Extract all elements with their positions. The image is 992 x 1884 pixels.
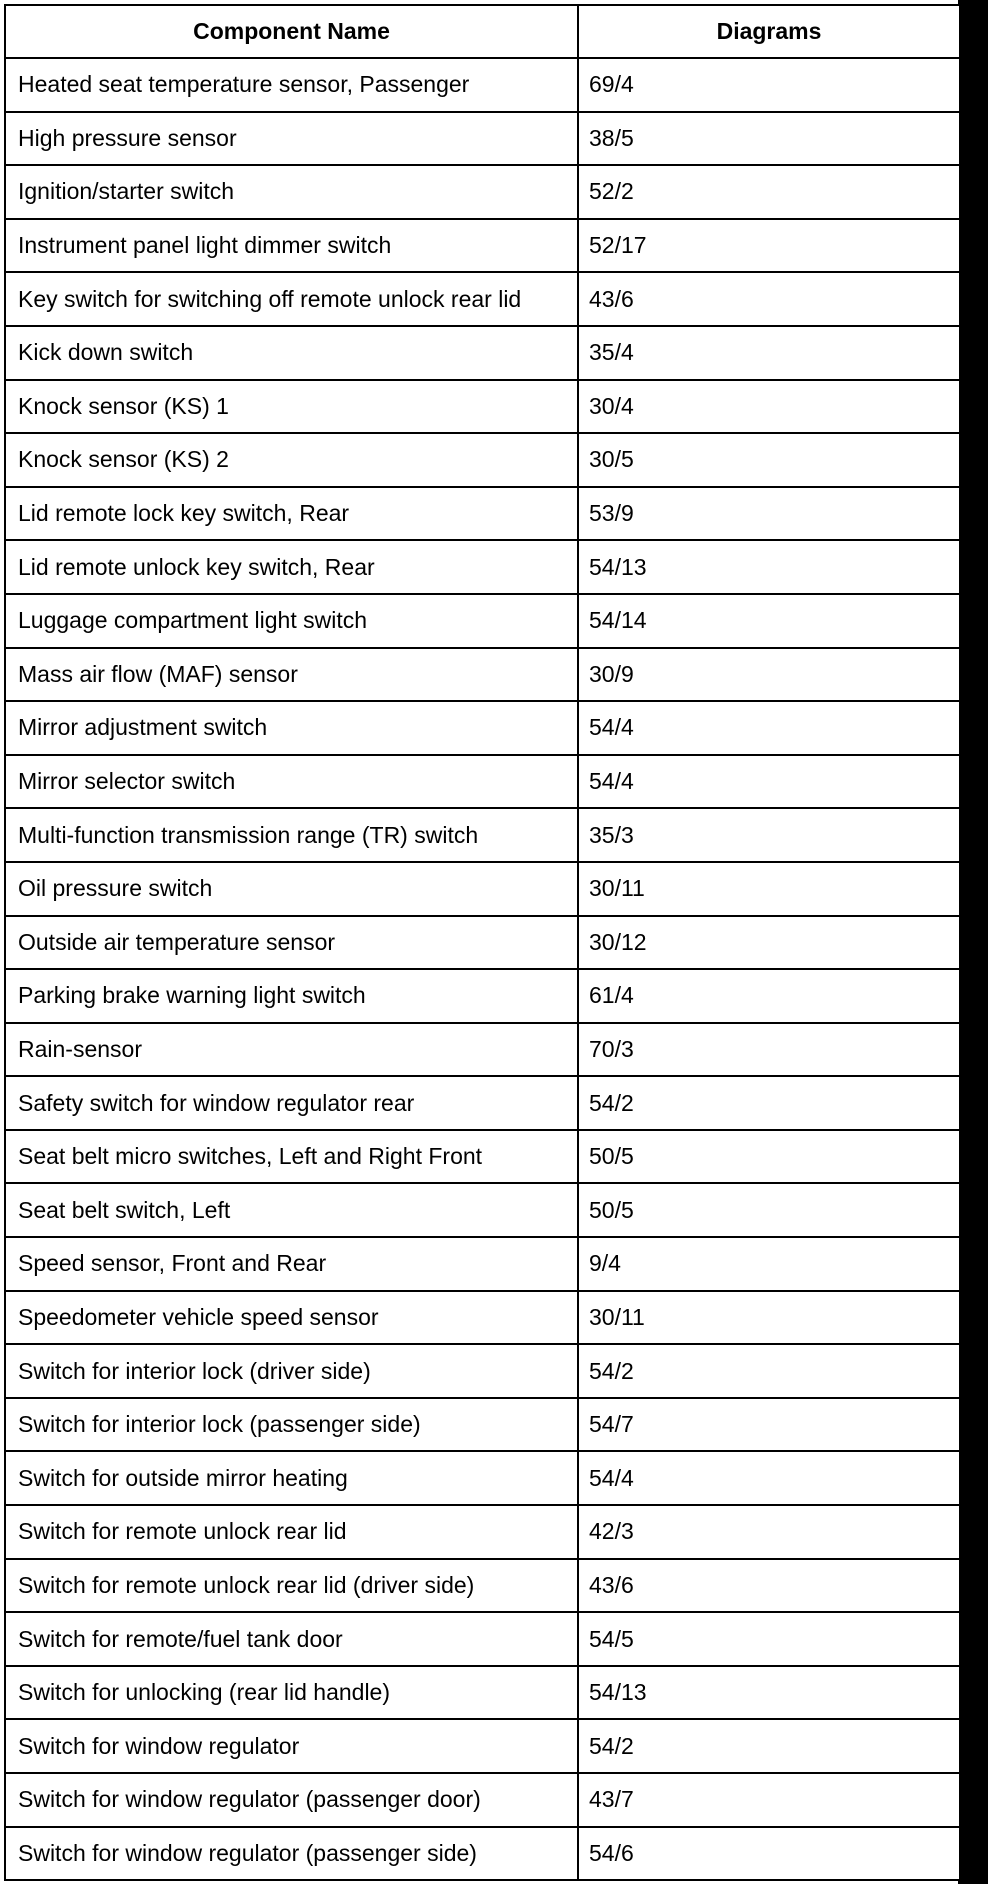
diagram-reference-cell: 69/4 [578, 58, 960, 112]
table-row [5, 433, 960, 487]
component-name-cell: Switch for outside mirror heating [5, 1451, 578, 1505]
component-name-cell: Lid remote lock key switch, Rear [5, 487, 578, 541]
diagram-reference-cell: 61/4 [578, 969, 960, 1023]
component-name-cell: Switch for unlocking (rear lid handle) [5, 1666, 578, 1720]
component-name-cell: Key switch for switching off remote unlock rear lid [5, 272, 578, 326]
component-name-cell: Seat belt switch, Left [5, 1183, 578, 1237]
component-name-cell: High pressure sensor [5, 112, 578, 166]
component-name-cell: Heated seat temperature sensor, Passenger [5, 58, 578, 112]
diagram-reference-cell: 54/5 [578, 1612, 960, 1666]
diagram-reference-cell: 52/17 [578, 219, 960, 273]
component-name-cell: Oil pressure switch [5, 862, 578, 916]
table-row [5, 648, 960, 702]
diagram-reference-cell: 54/13 [578, 540, 960, 594]
diagram-reference-cell: 50/5 [578, 1183, 960, 1237]
diagram-reference-cell: 54/14 [578, 594, 960, 648]
table-header-row [5, 5, 960, 58]
component-name-cell: Speed sensor, Front and Rear [5, 1237, 578, 1291]
table-row [5, 1773, 960, 1827]
diagram-reference-cell: 50/5 [578, 1130, 960, 1184]
table-row [5, 1612, 960, 1666]
table-row [5, 594, 960, 648]
table-row [5, 755, 960, 809]
component-name-cell: Kick down switch [5, 326, 578, 380]
table-row [5, 1827, 960, 1881]
component-name-cell: Switch for window regulator (passenger side) [5, 1827, 578, 1881]
table-row [5, 701, 960, 755]
table-row [5, 1130, 960, 1184]
table-row [5, 1719, 960, 1773]
table-row [5, 1451, 960, 1505]
table-row [5, 1398, 960, 1452]
table-row [5, 1291, 960, 1345]
diagram-reference-cell: 30/11 [578, 1291, 960, 1345]
component-name-cell: Mirror adjustment switch [5, 701, 578, 755]
table-row [5, 540, 960, 594]
diagram-reference-cell: 30/12 [578, 916, 960, 970]
table-row [5, 862, 960, 916]
table-row [5, 969, 960, 1023]
diagram-reference-cell: 30/9 [578, 648, 960, 702]
component-name-cell: Speedometer vehicle speed sensor [5, 1291, 578, 1345]
component-name-cell: Outside air temperature sensor [5, 916, 578, 970]
table-row [5, 380, 960, 434]
table-body [5, 58, 960, 1880]
component-name-cell: Switch for interior lock (driver side) [5, 1344, 578, 1398]
diagram-reference-cell: 54/2 [578, 1076, 960, 1130]
diagram-reference-cell: 35/3 [578, 808, 960, 862]
page-edge-shadow [958, 0, 988, 1884]
diagram-reference-cell: 30/5 [578, 433, 960, 487]
diagram-reference-cell: 9/4 [578, 1237, 960, 1291]
component-name-cell: Luggage compartment light switch [5, 594, 578, 648]
diagram-reference-cell: 30/4 [578, 380, 960, 434]
table-row [5, 1666, 960, 1720]
component-name-cell: Instrument panel light dimmer switch [5, 219, 578, 273]
component-name-cell: Rain-sensor [5, 1023, 578, 1077]
table-row [5, 112, 960, 166]
table-row [5, 487, 960, 541]
table-row [5, 1023, 960, 1077]
table-row [5, 1505, 960, 1559]
table-row [5, 219, 960, 273]
diagram-reference-cell: 54/4 [578, 755, 960, 809]
table-row [5, 1237, 960, 1291]
diagram-reference-cell: 43/6 [578, 1559, 960, 1613]
diagram-reference-cell: 70/3 [578, 1023, 960, 1077]
diagram-reference-cell: 43/6 [578, 272, 960, 326]
table-row [5, 326, 960, 380]
component-name-cell: Multi-function transmission range (TR) switch [5, 808, 578, 862]
table-row [5, 916, 960, 970]
diagram-reference-cell: 54/13 [578, 1666, 960, 1720]
diagram-reference-cell: 42/3 [578, 1505, 960, 1559]
table-row [5, 272, 960, 326]
diagram-reference-cell: 54/6 [578, 1827, 960, 1881]
component-name-cell: Switch for window regulator [5, 1719, 578, 1773]
diagram-reference-cell: 38/5 [578, 112, 960, 166]
column-header-component-name: Component Name [5, 5, 578, 58]
component-name-cell: Ignition/starter switch [5, 165, 578, 219]
component-name-cell: Knock sensor (KS) 1 [5, 380, 578, 434]
table-row [5, 1559, 960, 1613]
diagram-reference-cell: 54/2 [578, 1719, 960, 1773]
component-name-cell: Lid remote unlock key switch, Rear [5, 540, 578, 594]
component-name-cell: Parking brake warning light switch [5, 969, 578, 1023]
diagram-reference-cell: 43/7 [578, 1773, 960, 1827]
table-row [5, 165, 960, 219]
diagram-reference-cell: 54/7 [578, 1398, 960, 1452]
column-header-diagrams: Diagrams [578, 5, 960, 58]
table-row [5, 808, 960, 862]
diagram-reference-cell: 52/2 [578, 165, 960, 219]
component-name-cell: Mirror selector switch [5, 755, 578, 809]
component-name-cell: Switch for window regulator (passenger door) [5, 1773, 578, 1827]
diagram-reference-cell: 30/11 [578, 862, 960, 916]
table-row [5, 58, 960, 112]
component-name-cell: Switch for remote unlock rear lid [5, 1505, 578, 1559]
table-row [5, 1076, 960, 1130]
component-name-cell: Knock sensor (KS) 2 [5, 433, 578, 487]
component-name-cell: Switch for remote/fuel tank door [5, 1612, 578, 1666]
component-name-cell: Safety switch for window regulator rear [5, 1076, 578, 1130]
component-name-cell: Seat belt micro switches, Left and Right Front [5, 1130, 578, 1184]
diagram-reference-cell: 53/9 [578, 487, 960, 541]
component-diagram-table [4, 4, 961, 1881]
table-row [5, 1344, 960, 1398]
diagram-reference-cell: 54/4 [578, 701, 960, 755]
diagram-reference-cell: 35/4 [578, 326, 960, 380]
component-name-cell: Switch for remote unlock rear lid (driver side) [5, 1559, 578, 1613]
table-row [5, 1183, 960, 1237]
component-name-cell: Switch for interior lock (passenger side) [5, 1398, 578, 1452]
diagram-reference-cell: 54/4 [578, 1451, 960, 1505]
component-name-cell: Mass air flow (MAF) sensor [5, 648, 578, 702]
diagram-reference-cell: 54/2 [578, 1344, 960, 1398]
